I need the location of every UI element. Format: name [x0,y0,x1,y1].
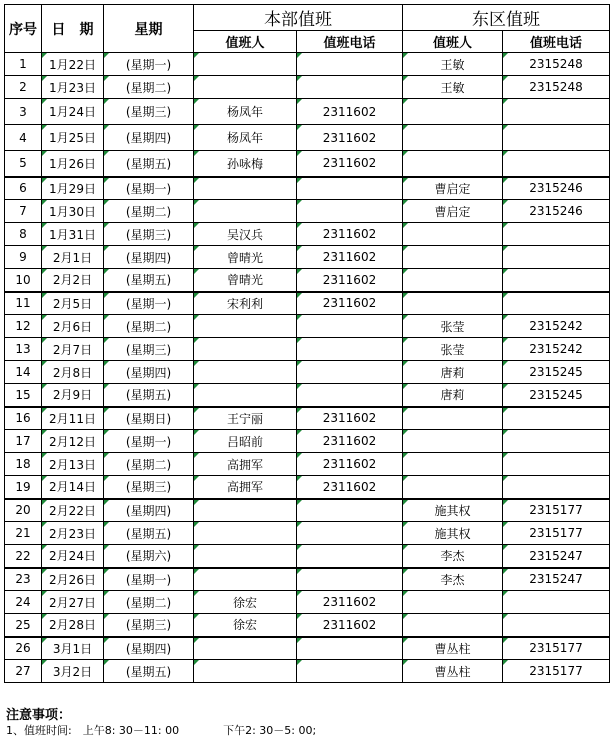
row-serial-number: 26 [5,637,42,660]
row-date: 2月8日 [42,361,104,384]
row-east-duty-person [403,453,503,476]
row-weekday: (星期四) [104,246,194,269]
row-weekday: (星期一) [104,430,194,453]
row-main-duty-phone [297,76,403,99]
row-date: 1月23日 [42,76,104,99]
row-east-duty-phone [503,269,610,292]
row-weekday: (星期五) [104,151,194,177]
row-main-duty-phone: 2311602 [297,292,403,315]
row-east-duty-person: 唐莉 [403,384,503,407]
row-main-duty-person [194,637,297,660]
row-east-duty-phone: 2315245 [503,361,610,384]
row-east-duty-person: 施其权 [403,499,503,522]
row-main-duty-phone [297,545,403,568]
row-main-duty-person: 高拥军 [194,476,297,499]
row-main-duty-person [194,338,297,361]
row-serial-number: 15 [5,384,42,407]
row-main-duty-phone: 2311602 [297,591,403,614]
row-main-duty-person [194,361,297,384]
row-weekday: (星期三) [104,99,194,125]
row-date: 2月5日 [42,292,104,315]
row-main-duty-phone [297,53,403,76]
row-main-duty-phone [297,522,403,545]
table-row [5,223,610,246]
row-date: 1月25日 [42,125,104,151]
row-serial-number: 9 [5,246,42,269]
roster-body [5,53,610,683]
row-date: 2月26日 [42,568,104,591]
row-main-duty-person: 高拥军 [194,453,297,476]
table-row [5,499,610,522]
row-date: 2月11日 [42,407,104,430]
table-row [5,476,610,499]
row-main-duty-person: 曾晴光 [194,246,297,269]
row-date: 2月1日 [42,246,104,269]
row-weekday: (星期二) [104,315,194,338]
row-main-duty-person: 徐宏 [194,614,297,637]
row-date: 2月14日 [42,476,104,499]
row-east-duty-person [403,269,503,292]
row-east-duty-phone [503,591,610,614]
row-serial-number: 23 [5,568,42,591]
header-main-duty-phone: 值班电话 [297,31,403,53]
table-row [5,568,610,591]
table-row [5,53,610,76]
row-serial-number: 14 [5,361,42,384]
row-date: 3月1日 [42,637,104,660]
row-serial-number: 25 [5,614,42,637]
row-east-duty-phone [503,125,610,151]
row-main-duty-phone: 2311602 [297,476,403,499]
row-east-duty-person [403,99,503,125]
row-east-duty-person [403,292,503,315]
row-main-duty-phone [297,637,403,660]
row-weekday: (星期二) [104,591,194,614]
header-east-duty-person: 值班人 [403,31,503,53]
row-serial-number: 24 [5,591,42,614]
row-serial-number: 13 [5,338,42,361]
row-main-duty-phone: 2311602 [297,246,403,269]
row-main-duty-phone: 2311602 [297,125,403,151]
row-serial-number: 10 [5,269,42,292]
row-east-duty-phone [503,476,610,499]
row-serial-number: 7 [5,200,42,223]
row-main-duty-person: 宋利利 [194,292,297,315]
row-main-duty-person [194,177,297,200]
row-date: 1月24日 [42,99,104,125]
table-row [5,430,610,453]
row-east-duty-person: 张莹 [403,338,503,361]
row-east-duty-phone [503,292,610,315]
row-east-duty-phone [503,430,610,453]
row-east-duty-person: 曹丛柱 [403,637,503,660]
row-east-duty-phone: 2315242 [503,338,610,361]
row-east-duty-phone: 2315246 [503,200,610,223]
row-east-duty-phone: 2315246 [503,177,610,200]
row-east-duty-phone [503,151,610,177]
row-east-duty-person [403,246,503,269]
row-east-duty-phone: 2315177 [503,637,610,660]
row-date: 2月27日 [42,591,104,614]
row-main-duty-person [194,660,297,683]
table-row [5,407,610,430]
row-weekday: (星期五) [104,269,194,292]
row-date: 3月2日 [42,660,104,683]
table-row [5,315,610,338]
row-weekday: (星期二) [104,76,194,99]
row-east-duty-person [403,223,503,246]
row-east-duty-phone: 2315177 [503,660,610,683]
table-row [5,177,610,200]
row-main-duty-phone [297,361,403,384]
row-serial-number: 20 [5,499,42,522]
row-east-duty-phone: 2315248 [503,53,610,76]
row-east-duty-phone [503,223,610,246]
row-date: 2月2日 [42,269,104,292]
row-weekday: (星期四) [104,499,194,522]
row-weekday: (星期二) [104,453,194,476]
row-serial-number: 18 [5,453,42,476]
header-date: 日 期 [42,5,104,53]
row-main-duty-person: 王宁丽 [194,407,297,430]
notes-title: 注意事项： [6,708,72,723]
row-date: 2月7日 [42,338,104,361]
row-east-duty-person: 王敏 [403,76,503,99]
row-east-duty-person: 曹启定 [403,200,503,223]
row-east-duty-person [403,591,503,614]
row-east-duty-person: 施其权 [403,522,503,545]
row-serial-number: 17 [5,430,42,453]
table-row [5,614,610,637]
table-row [5,591,610,614]
row-main-duty-phone: 2311602 [297,223,403,246]
row-date: 2月12日 [42,430,104,453]
row-weekday: (星期五) [104,660,194,683]
row-east-duty-person: 李杰 [403,545,503,568]
row-east-duty-phone: 2315245 [503,384,610,407]
table-row [5,269,610,292]
row-date: 2月23日 [42,522,104,545]
row-east-duty-person [403,125,503,151]
row-main-duty-person [194,200,297,223]
row-weekday: (星期日) [104,407,194,430]
row-main-duty-phone [297,384,403,407]
header-east-duty-phone: 值班电话 [503,31,610,53]
table-row [5,660,610,683]
row-east-duty-phone [503,614,610,637]
row-date: 1月31日 [42,223,104,246]
row-main-duty-person [194,315,297,338]
table-row [5,125,610,151]
row-date: 2月9日 [42,384,104,407]
row-main-duty-person: 吕昭前 [194,430,297,453]
row-weekday: (星期五) [104,384,194,407]
row-east-duty-person [403,151,503,177]
header-serial-number: 序号 [5,5,42,53]
row-east-duty-person [403,614,503,637]
row-east-duty-phone [503,453,610,476]
row-main-duty-phone [297,338,403,361]
row-east-duty-person: 李杰 [403,568,503,591]
row-weekday: (星期二) [104,200,194,223]
row-main-duty-phone [297,499,403,522]
row-serial-number: 22 [5,545,42,568]
row-main-duty-person: 徐宏 [194,591,297,614]
row-main-duty-person: 杨凤年 [194,99,297,125]
row-serial-number: 27 [5,660,42,683]
header-main-duty-person: 值班人 [194,31,297,53]
row-east-duty-person: 曹丛柱 [403,660,503,683]
row-serial-number: 12 [5,315,42,338]
row-weekday: (星期三) [104,476,194,499]
row-date: 2月22日 [42,499,104,522]
row-main-duty-phone [297,200,403,223]
row-east-duty-phone [503,246,610,269]
row-east-duty-phone: 2315177 [503,499,610,522]
duty-roster-table [4,4,610,683]
header-weekday: 星期 [104,5,194,53]
row-main-duty-person [194,76,297,99]
row-date: 1月22日 [42,53,104,76]
table-row [5,453,610,476]
table-row [5,200,610,223]
table-row [5,545,610,568]
header-east-campus-duty: 东区值班 [403,5,610,31]
row-main-duty-phone: 2311602 [297,407,403,430]
row-date: 2月6日 [42,315,104,338]
row-main-duty-phone [297,660,403,683]
row-serial-number: 1 [5,53,42,76]
row-serial-number: 8 [5,223,42,246]
row-main-duty-phone: 2311602 [297,99,403,125]
row-main-duty-person [194,384,297,407]
row-serial-number: 16 [5,407,42,430]
row-east-duty-phone: 2315247 [503,568,610,591]
row-weekday: (星期四) [104,125,194,151]
row-east-duty-phone [503,99,610,125]
row-serial-number: 11 [5,292,42,315]
row-main-duty-phone: 2311602 [297,430,403,453]
row-main-duty-phone [297,315,403,338]
row-serial-number: 5 [5,151,42,177]
row-main-duty-phone [297,177,403,200]
table-row [5,522,610,545]
row-weekday: (星期三) [104,338,194,361]
row-east-duty-phone: 2315177 [503,522,610,545]
row-east-duty-person: 张莹 [403,315,503,338]
row-serial-number: 3 [5,99,42,125]
row-date: 2月24日 [42,545,104,568]
table-row [5,246,610,269]
row-serial-number: 6 [5,177,42,200]
row-date: 2月28日 [42,614,104,637]
row-weekday: (星期四) [104,637,194,660]
row-main-duty-phone: 2311602 [297,151,403,177]
row-east-duty-person: 曹启定 [403,177,503,200]
row-weekday: (星期三) [104,223,194,246]
row-main-duty-person [194,568,297,591]
row-date: 1月26日 [42,151,104,177]
row-weekday: (星期四) [104,361,194,384]
table-row [5,99,610,125]
row-serial-number: 19 [5,476,42,499]
row-east-duty-person: 王敏 [403,53,503,76]
row-east-duty-phone: 2315248 [503,76,610,99]
row-main-duty-person [194,499,297,522]
row-east-duty-person: 唐莉 [403,361,503,384]
row-date: 1月30日 [42,200,104,223]
row-main-duty-person: 孙咏梅 [194,151,297,177]
row-main-duty-phone [297,568,403,591]
header-main-campus-duty: 本部值班 [194,5,403,31]
row-serial-number: 4 [5,125,42,151]
row-east-duty-phone: 2315242 [503,315,610,338]
table-row [5,384,610,407]
row-east-duty-person [403,430,503,453]
row-east-duty-person [403,407,503,430]
row-main-duty-phone: 2311602 [297,614,403,637]
row-main-duty-person [194,522,297,545]
row-weekday: (星期一) [104,53,194,76]
row-main-duty-person: 吴汉兵 [194,223,297,246]
row-weekday: (星期一) [104,177,194,200]
row-main-duty-phone: 2311602 [297,453,403,476]
table-row [5,76,610,99]
row-east-duty-phone: 2315247 [503,545,610,568]
table-row [5,338,610,361]
row-weekday: (星期三) [104,614,194,637]
row-date: 1月29日 [42,177,104,200]
row-main-duty-person [194,545,297,568]
row-main-duty-phone: 2311602 [297,269,403,292]
row-date: 2月13日 [42,453,104,476]
row-weekday: (星期六) [104,545,194,568]
table-row [5,361,610,384]
table-row [5,292,610,315]
row-serial-number: 21 [5,522,42,545]
notes-line-duty-hours: 1、值班时间: 上午8: 30－11: 00 下午2: 30－5: 00; [6,724,317,737]
row-main-duty-person [194,53,297,76]
table-row [5,637,610,660]
row-main-duty-person: 杨凤年 [194,125,297,151]
row-east-duty-phone [503,407,610,430]
table-row [5,151,610,177]
row-weekday: (星期一) [104,292,194,315]
row-serial-number: 2 [5,76,42,99]
row-weekday: (星期一) [104,568,194,591]
row-east-duty-person [403,476,503,499]
row-main-duty-person: 曾晴光 [194,269,297,292]
row-weekday: (星期五) [104,522,194,545]
